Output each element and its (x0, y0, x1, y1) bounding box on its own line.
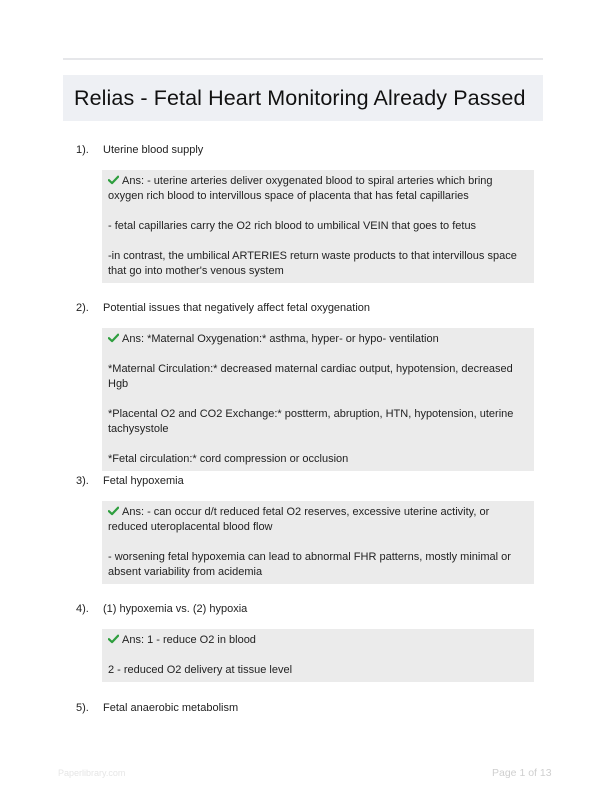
answer-paragraph: - fetal capillaries carry the O2 rich blood to umbilical VEIN that goes to fetus (108, 220, 477, 232)
question-text: Fetal anaerobic metabolism (103, 702, 239, 714)
check-icon (108, 175, 119, 185)
page-indicator: Page 1 of 13 (492, 767, 552, 779)
answer-paragraph: *Maternal Circulation:* decreased maternal cardiac output, hypotension, decreased Hgb (108, 363, 513, 390)
qa-item-3 (0, 475, 606, 578)
answer-paragraph: - uterine arteries deliver oxygenated blood to spiral arteries which bring oxygen rich blood to intervillous space of placenta that has fetal capillaries (108, 175, 493, 202)
answer-prefix: Ans: (122, 175, 145, 187)
answer-paragraph: *Placental O2 and CO2 Exchange:* postterm, abruption, HTN, hypotension, uterine tachysystole (108, 408, 514, 435)
top-divider (63, 58, 543, 60)
qa-item-4 (0, 603, 606, 676)
question-text: (1) hypoxemia vs. (2) hypoxia (103, 603, 248, 615)
question-number: 5). (76, 702, 89, 714)
answer-paragraph: - can occur d/t reduced fetal O2 reserves, excessive uterine activity, or reduced uteroplacental blood flow (108, 506, 490, 533)
question-number: 3). (76, 475, 89, 487)
check-icon (108, 634, 119, 644)
question-number: 2). (76, 302, 89, 314)
answer-box (102, 501, 534, 584)
answer-box (102, 170, 534, 283)
title-banner (63, 75, 543, 121)
answer-prefix: Ans: (122, 634, 145, 646)
check-icon (108, 506, 119, 516)
question-number: 1). (76, 144, 89, 156)
answer-paragraph: -in contrast, the umbilical ARTERIES return waste products to that intervillous space that go into mother's venous system (108, 250, 517, 277)
question-text: Fetal hypoxemia (103, 475, 184, 487)
answer-paragraph: *Maternal Oxygenation:* asthma, hyper- or hypo- ventilation (147, 333, 439, 345)
answer-paragraph: - worsening fetal hypoxemia can lead to abnormal FHR patterns, mostly minimal or absent variability from acidemia (108, 551, 511, 578)
check-icon (108, 333, 119, 343)
answer-paragraph: *Fetal circulation:* cord compression or occlusion (108, 453, 349, 465)
question-text: Potential issues that negatively affect fetal oxygenation (103, 302, 371, 314)
answer-paragraph: 1 - reduce O2 in blood (147, 634, 256, 646)
answer-box (102, 328, 534, 471)
answer-paragraph: 2 - reduced O2 delivery at tissue level (108, 664, 293, 676)
page-title: Relias - Fetal Heart Monitoring Already Passed (74, 85, 526, 110)
answer-prefix: Ans: (122, 506, 145, 518)
footer-watermark: Paperlibrary.com (58, 768, 126, 778)
question-text: Uterine blood supply (103, 144, 204, 156)
qa-item-2 (0, 302, 606, 465)
qa-item-1 (0, 144, 606, 277)
answer-box (102, 629, 534, 682)
qa-item-5 (0, 702, 606, 722)
answer-prefix: Ans: (122, 333, 145, 345)
question-number: 4). (76, 603, 89, 615)
